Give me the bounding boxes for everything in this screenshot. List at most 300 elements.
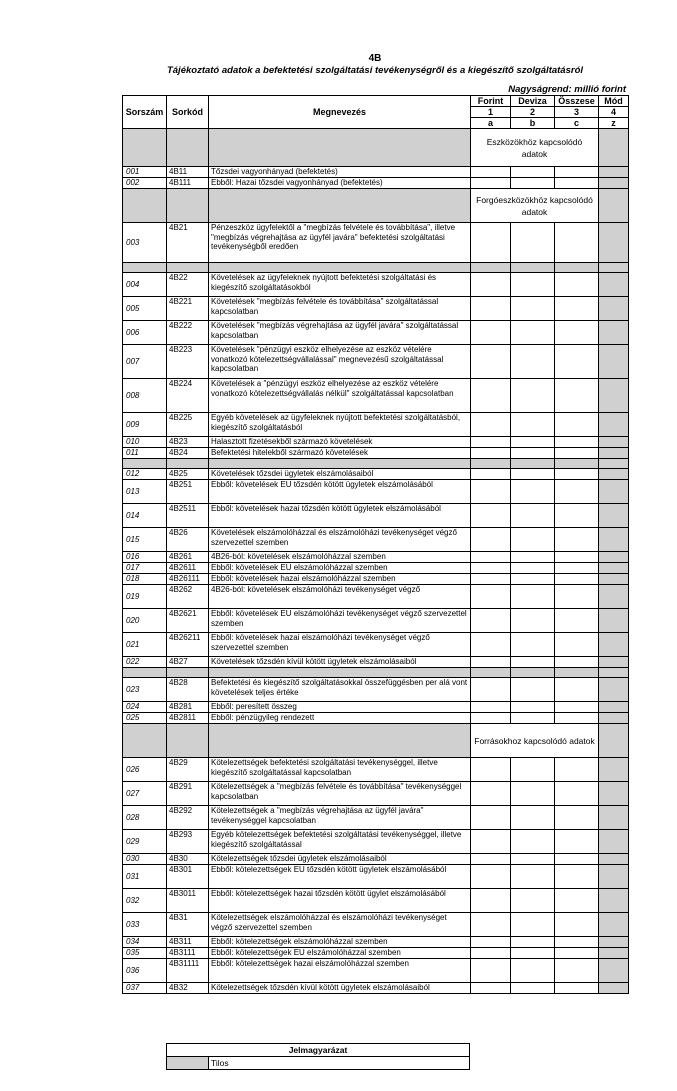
- row-number: 030: [123, 854, 167, 865]
- row-code: 4B222: [167, 321, 209, 345]
- row-code: 4B311: [167, 937, 209, 948]
- value-cell-forint[interactable]: [471, 563, 511, 574]
- row-description: Ebből: kötelezettségek hazai elszámolóházzal szemben: [209, 959, 471, 983]
- row-code: 4B291: [167, 782, 209, 806]
- value-cell-forint[interactable]: [471, 552, 511, 563]
- section-gray-cell: [123, 724, 167, 758]
- value-cell-osszesen[interactable]: [555, 297, 599, 321]
- row-description: Követelések tőzsdén kívül kötött ügyletek elszámolásaiból: [209, 657, 471, 668]
- unit-label: Nagyságrend: millió forint: [508, 84, 626, 95]
- row-code: 4B251: [167, 480, 209, 504]
- value-cell-mod: [599, 713, 629, 724]
- value-cell-deviza[interactable]: [511, 913, 555, 937]
- row-description: Kötelezettségek tőzsdei ügyletek elszámolásaiból: [209, 854, 471, 865]
- row-description: 4B26-ból: követelések elszámolóházzal szemben: [209, 552, 471, 563]
- value-cell-forint[interactable]: [471, 702, 511, 713]
- legend-title: Jelmagyarázat: [167, 1044, 470, 1057]
- value-cell-osszesen[interactable]: [555, 758, 599, 782]
- separator-cell: [471, 459, 511, 469]
- row-number: 029: [123, 830, 167, 854]
- row-description: Követelések a "pénzügyi eszköz elhelyezése az eszköz vételére vonatkozó kötelezettségvállalás nélkül" szolgáltatással kapcsolatban: [209, 379, 471, 413]
- row-description: Egyéb kötelezettségek befektetési szolgáltatási tevékenységgel, illetve kiegészítő szolgáltatással: [209, 830, 471, 854]
- value-cell-deviza[interactable]: [511, 437, 555, 448]
- row-code: 4B261: [167, 552, 209, 563]
- value-cell-mod: [599, 297, 629, 321]
- separator-row: [123, 263, 629, 273]
- value-cell-mod: [599, 702, 629, 713]
- table-row: [123, 983, 629, 994]
- value-cell-mod: [599, 758, 629, 782]
- value-cell-mod: [599, 806, 629, 830]
- section-gray-cell: [209, 189, 471, 223]
- section-gray-cell: [123, 129, 167, 167]
- row-description: Ebből: követelések EU elszámolóházi tevékenységet végző szervezettel szemben: [209, 609, 471, 633]
- section-gray-cell: [123, 189, 167, 223]
- row-code: 4B11: [167, 167, 209, 178]
- table-row: [123, 504, 629, 528]
- value-cell-osszesen[interactable]: [555, 273, 599, 297]
- value-cell-osszesen[interactable]: [555, 889, 599, 913]
- row-number: 028: [123, 806, 167, 830]
- legend-tilos-label: Tilos: [209, 1057, 470, 1070]
- row-description: Befektetési és kiegészítő szolgáltatásokkal összefüggésben per alá vont követelések teljes értéke: [209, 678, 471, 702]
- row-number: 010: [123, 437, 167, 448]
- row-number: 037: [123, 983, 167, 994]
- value-cell-osszesen[interactable]: [555, 178, 599, 189]
- row-code: 4B2621: [167, 609, 209, 633]
- value-cell-mod: [599, 413, 629, 437]
- value-cell-deviza[interactable]: [511, 167, 555, 178]
- col-num-2: 2: [511, 107, 555, 118]
- value-cell-mod: [599, 379, 629, 413]
- row-number: 011: [123, 448, 167, 459]
- value-cell-deviza[interactable]: [511, 937, 555, 948]
- section-header-row: [123, 724, 629, 758]
- table-row: [123, 889, 629, 913]
- separator-cell: [511, 459, 555, 469]
- table-row: [123, 167, 629, 178]
- section-title: Forgóeszközökhöz kapcsolódó adatok: [471, 189, 599, 223]
- table-row: [123, 609, 629, 633]
- value-cell-deviza[interactable]: [511, 574, 555, 585]
- value-cell-forint[interactable]: [471, 678, 511, 702]
- separator-cell: [555, 263, 599, 273]
- separator-cell: [599, 459, 629, 469]
- row-code: 4B29: [167, 758, 209, 782]
- table-row: [123, 480, 629, 504]
- row-description: Ebből: kötelezettségek hazai tőzsdén kötött ügylet elszámolásából: [209, 889, 471, 913]
- value-cell-forint[interactable]: [471, 321, 511, 345]
- row-number: 031: [123, 865, 167, 889]
- value-cell-mod: [599, 948, 629, 959]
- table-row: [123, 937, 629, 948]
- value-cell-osszesen[interactable]: [555, 321, 599, 345]
- row-description: Tőzsdei vagyonhányad (befektetés): [209, 167, 471, 178]
- row-number: 007: [123, 345, 167, 379]
- value-cell-osszesen[interactable]: [555, 959, 599, 983]
- value-cell-deviza[interactable]: [511, 713, 555, 724]
- row-description: Halasztott fizetésekből származó követelések: [209, 437, 471, 448]
- value-cell-mod: [599, 469, 629, 480]
- value-cell-osszesen[interactable]: [555, 657, 599, 668]
- value-cell-forint[interactable]: [471, 948, 511, 959]
- row-number: 004: [123, 273, 167, 297]
- value-cell-deviza[interactable]: [511, 854, 555, 865]
- separator-row: [123, 668, 629, 678]
- value-cell-osszesen[interactable]: [555, 167, 599, 178]
- row-code: 4B27: [167, 657, 209, 668]
- value-cell-osszesen[interactable]: [555, 806, 599, 830]
- row-description: Kötelezettségek elszámolóházzal és elszámolóházi tevékenységet végző szervezettel szemben: [209, 913, 471, 937]
- value-cell-osszesen[interactable]: [555, 413, 599, 437]
- row-number: 006: [123, 321, 167, 345]
- row-code: 4B293: [167, 830, 209, 854]
- row-code: 4B292: [167, 806, 209, 830]
- value-cell-forint[interactable]: [471, 657, 511, 668]
- section-gray-cell: [599, 129, 629, 167]
- row-code: 4B28: [167, 678, 209, 702]
- value-cell-forint[interactable]: [471, 437, 511, 448]
- value-cell-forint[interactable]: [471, 448, 511, 459]
- value-cell-mod: [599, 937, 629, 948]
- table-row: [123, 865, 629, 889]
- value-cell-forint[interactable]: [471, 297, 511, 321]
- table-row: [123, 528, 629, 552]
- row-code: 4B2611: [167, 563, 209, 574]
- value-cell-osszesen[interactable]: [555, 948, 599, 959]
- table-row: [123, 552, 629, 563]
- value-cell-osszesen[interactable]: [555, 782, 599, 806]
- value-cell-mod: [599, 657, 629, 668]
- separator-cell: [167, 263, 209, 273]
- row-code: 4B31111: [167, 959, 209, 983]
- row-number: 001: [123, 167, 167, 178]
- value-cell-osszesen[interactable]: [555, 563, 599, 574]
- value-cell-mod: [599, 983, 629, 994]
- value-cell-osszesen[interactable]: [555, 609, 599, 633]
- value-cell-forint[interactable]: [471, 782, 511, 806]
- section-gray-cell: [599, 724, 629, 758]
- table-row: [123, 345, 629, 379]
- row-description: Ebből: peresített összeg: [209, 702, 471, 713]
- value-cell-mod: [599, 609, 629, 633]
- value-cell-mod: [599, 345, 629, 379]
- value-cell-osszesen[interactable]: [555, 854, 599, 865]
- value-cell-forint[interactable]: [471, 983, 511, 994]
- separator-cell: [471, 668, 511, 678]
- row-code: 4B3111: [167, 948, 209, 959]
- value-cell-osszesen[interactable]: [555, 678, 599, 702]
- value-cell-osszesen[interactable]: [555, 223, 599, 263]
- row-code: 4B2511: [167, 504, 209, 528]
- row-number: 018: [123, 574, 167, 585]
- value-cell-deviza[interactable]: [511, 702, 555, 713]
- row-number: 005: [123, 297, 167, 321]
- form-title: Tájékoztató adatok a befektetési szolgáltatási tevékenységről és a kiegészítő szolgáltatásról: [166, 65, 584, 76]
- row-code: 4B24: [167, 448, 209, 459]
- col-letter-z: z: [599, 118, 629, 129]
- value-cell-deviza[interactable]: [511, 321, 555, 345]
- value-cell-osszesen[interactable]: [555, 574, 599, 585]
- value-cell-osszesen[interactable]: [555, 504, 599, 528]
- value-cell-forint[interactable]: [471, 865, 511, 889]
- value-cell-osszesen[interactable]: [555, 713, 599, 724]
- row-number: 016: [123, 552, 167, 563]
- value-cell-forint[interactable]: [471, 413, 511, 437]
- row-description: Ebből: követelések hazai elszámolóházi tevékenységet végző szervezettel szemben: [209, 633, 471, 657]
- value-cell-osszesen[interactable]: [555, 448, 599, 459]
- value-cell-osszesen[interactable]: [555, 480, 599, 504]
- row-code: 4B223: [167, 345, 209, 379]
- table-row: [123, 782, 629, 806]
- row-description: Kötelezettségek tőzsdén kívül kötött ügyletek elszámolásaiból: [209, 983, 471, 994]
- value-cell-deviza[interactable]: [511, 983, 555, 994]
- value-cell-mod: [599, 552, 629, 563]
- value-cell-osszesen[interactable]: [555, 913, 599, 937]
- row-description: Követelések az ügyfeleknek nyújtott befektetési szolgáltatási és kiegészítő szolgáltatásokból: [209, 273, 471, 297]
- table-row: [123, 913, 629, 937]
- value-cell-forint[interactable]: [471, 528, 511, 552]
- value-cell-deviza[interactable]: [511, 585, 555, 609]
- row-description: Ebből: Hazai tőzsdei vagyonhányad (befektetés): [209, 178, 471, 189]
- value-cell-deviza[interactable]: [511, 609, 555, 633]
- row-description: Követelések tőzsdei ügyletek elszámolásaiból: [209, 469, 471, 480]
- value-cell-deviza[interactable]: [511, 657, 555, 668]
- value-cell-forint[interactable]: [471, 758, 511, 782]
- value-cell-forint[interactable]: [471, 504, 511, 528]
- value-cell-osszesen[interactable]: [555, 702, 599, 713]
- row-code: 4B23: [167, 437, 209, 448]
- value-cell-mod: [599, 437, 629, 448]
- value-cell-deviza[interactable]: [511, 563, 555, 574]
- row-number: 034: [123, 937, 167, 948]
- separator-cell: [511, 668, 555, 678]
- row-number: 025: [123, 713, 167, 724]
- value-cell-deviza[interactable]: [511, 345, 555, 379]
- table-row: [123, 713, 629, 724]
- separator-cell: [555, 459, 599, 469]
- value-cell-osszesen[interactable]: [555, 937, 599, 948]
- value-cell-forint[interactable]: [471, 379, 511, 413]
- row-code: 4B2811: [167, 713, 209, 724]
- section-gray-cell: [167, 129, 209, 167]
- col-mod: Mód: [599, 96, 629, 107]
- value-cell-deviza[interactable]: [511, 678, 555, 702]
- value-cell-deviza[interactable]: [511, 297, 555, 321]
- table-row: [123, 830, 629, 854]
- value-cell-forint[interactable]: [471, 959, 511, 983]
- row-code: 4B26211: [167, 633, 209, 657]
- row-description: Követelések "pénzügyi eszköz elhelyezése az eszköz vételére vonatkozó kötelezettségvállalással" megnevezésű szolgáltatással kapcsolatban: [209, 345, 471, 379]
- row-number: 008: [123, 379, 167, 413]
- separator-cell: [209, 459, 471, 469]
- value-cell-osszesen[interactable]: [555, 585, 599, 609]
- row-number: 022: [123, 657, 167, 668]
- value-cell-deviza[interactable]: [511, 959, 555, 983]
- value-cell-deviza[interactable]: [511, 552, 555, 563]
- value-cell-mod: [599, 563, 629, 574]
- separator-cell: [555, 668, 599, 678]
- value-cell-forint[interactable]: [471, 585, 511, 609]
- separator-cell: [123, 263, 167, 273]
- table-row: [123, 297, 629, 321]
- value-cell-forint[interactable]: [471, 480, 511, 504]
- value-cell-forint[interactable]: [471, 223, 511, 263]
- value-cell-forint[interactable]: [471, 345, 511, 379]
- form-code: 4B: [368, 53, 382, 64]
- row-code: 4B32: [167, 983, 209, 994]
- row-number: 002: [123, 178, 167, 189]
- value-cell-mod: [599, 167, 629, 178]
- table-row: [123, 273, 629, 297]
- col-sorkod: Sorkód: [167, 96, 209, 129]
- value-cell-osszesen[interactable]: [555, 469, 599, 480]
- value-cell-osszesen[interactable]: [555, 437, 599, 448]
- value-cell-forint[interactable]: [471, 806, 511, 830]
- row-code: 4B3011: [167, 889, 209, 913]
- value-cell-mod: [599, 633, 629, 657]
- value-cell-osszesen[interactable]: [555, 528, 599, 552]
- value-cell-forint[interactable]: [471, 633, 511, 657]
- value-cell-mod: [599, 889, 629, 913]
- section-title: Eszközökhöz kapcsolódó adatok: [471, 129, 599, 167]
- value-cell-deviza[interactable]: [511, 758, 555, 782]
- row-number: 036: [123, 959, 167, 983]
- value-cell-deviza[interactable]: [511, 948, 555, 959]
- value-cell-forint[interactable]: [471, 469, 511, 480]
- row-code: 4B30: [167, 854, 209, 865]
- separator-cell: [599, 263, 629, 273]
- separator-row: [123, 459, 629, 469]
- table-row: [123, 563, 629, 574]
- section-gray-cell: [167, 724, 209, 758]
- col-num-3: 3: [555, 107, 599, 118]
- value-cell-forint[interactable]: [471, 178, 511, 189]
- row-description: Kötelezettségek a "megbízás felvétele és továbbítása" tevékenységgel kapcsolatban: [209, 782, 471, 806]
- table-row: [123, 678, 629, 702]
- row-number: 032: [123, 889, 167, 913]
- value-cell-deviza[interactable]: [511, 448, 555, 459]
- row-description: 4B26-ból: követelések elszámolóházi tevékenységet végző: [209, 585, 471, 609]
- value-cell-deviza[interactable]: [511, 806, 555, 830]
- table-row: [123, 437, 629, 448]
- value-cell-mod: [599, 865, 629, 889]
- section-gray-cell: [209, 129, 471, 167]
- table-row: [123, 585, 629, 609]
- value-cell-deviza[interactable]: [511, 480, 555, 504]
- value-cell-forint[interactable]: [471, 574, 511, 585]
- value-cell-osszesen[interactable]: [555, 345, 599, 379]
- value-cell-deviza[interactable]: [511, 223, 555, 263]
- value-cell-deviza[interactable]: [511, 273, 555, 297]
- value-cell-osszesen[interactable]: [555, 552, 599, 563]
- value-cell-deviza[interactable]: [511, 504, 555, 528]
- legend-swatch-gray: [167, 1057, 209, 1070]
- value-cell-forint[interactable]: [471, 609, 511, 633]
- section-gray-cell: [167, 189, 209, 223]
- table-row: [123, 413, 629, 437]
- value-cell-mod: [599, 528, 629, 552]
- separator-cell: [209, 263, 471, 273]
- value-cell-deviza[interactable]: [511, 469, 555, 480]
- value-cell-deviza[interactable]: [511, 178, 555, 189]
- row-number: 017: [123, 563, 167, 574]
- col-letter-b: b: [511, 118, 555, 129]
- row-description: Kötelezettségek befektetési szolgáltatási tevékenységgel, illetve kiegészítő szolgáltatással kapcsolatban: [209, 758, 471, 782]
- row-code: 4B21: [167, 223, 209, 263]
- value-cell-osszesen[interactable]: [555, 379, 599, 413]
- value-cell-deviza[interactable]: [511, 865, 555, 889]
- value-cell-deviza[interactable]: [511, 413, 555, 437]
- value-cell-deviza[interactable]: [511, 889, 555, 913]
- row-description: Ebből: követelések EU elszámolóházzal szemben: [209, 563, 471, 574]
- separator-cell: [123, 459, 167, 469]
- row-number: 021: [123, 633, 167, 657]
- value-cell-deviza[interactable]: [511, 528, 555, 552]
- value-cell-mod: [599, 574, 629, 585]
- value-cell-mod: [599, 585, 629, 609]
- col-megnevezes: Megnevezés: [209, 96, 471, 129]
- row-description: Ebből: követelések hazai elszámolóházzal szemben: [209, 574, 471, 585]
- value-cell-mod: [599, 782, 629, 806]
- value-cell-osszesen[interactable]: [555, 983, 599, 994]
- row-description: Követelések "megbízás felvétele és továbbítása" szolgáltatással kapcsolatban: [209, 297, 471, 321]
- col-num-1: 1: [471, 107, 511, 118]
- value-cell-mod: [599, 854, 629, 865]
- table-row: [123, 633, 629, 657]
- row-number: 014: [123, 504, 167, 528]
- row-number: 035: [123, 948, 167, 959]
- col-deviza: Deviza: [511, 96, 555, 107]
- row-description: Követelések "megbízás végrehajtása az ügyfél javára" szolgáltatással kapcsolatban: [209, 321, 471, 345]
- value-cell-forint[interactable]: [471, 854, 511, 865]
- table-row: [123, 959, 629, 983]
- value-cell-osszesen[interactable]: [555, 830, 599, 854]
- value-cell-forint[interactable]: [471, 273, 511, 297]
- separator-cell: [511, 263, 555, 273]
- table-row: [123, 321, 629, 345]
- value-cell-deviza[interactable]: [511, 633, 555, 657]
- row-number: 009: [123, 413, 167, 437]
- table-row: [123, 657, 629, 668]
- value-cell-forint[interactable]: [471, 713, 511, 724]
- value-cell-forint[interactable]: [471, 913, 511, 937]
- value-cell-deviza[interactable]: [511, 782, 555, 806]
- row-number: 012: [123, 469, 167, 480]
- table-row: [123, 469, 629, 480]
- separator-cell: [167, 459, 209, 469]
- table-row: [123, 702, 629, 713]
- value-cell-deviza[interactable]: [511, 830, 555, 854]
- row-number: 033: [123, 913, 167, 937]
- row-code: 4B26: [167, 528, 209, 552]
- row-code: 4B224: [167, 379, 209, 413]
- value-cell-forint[interactable]: [471, 889, 511, 913]
- col-sorszam: Sorszám: [123, 96, 167, 129]
- value-cell-osszesen[interactable]: [555, 865, 599, 889]
- table-row: [123, 948, 629, 959]
- value-cell-forint[interactable]: [471, 937, 511, 948]
- value-cell-osszesen[interactable]: [555, 633, 599, 657]
- table-row: [123, 223, 629, 263]
- value-cell-mod: [599, 321, 629, 345]
- value-cell-forint[interactable]: [471, 167, 511, 178]
- value-cell-deviza[interactable]: [511, 379, 555, 413]
- value-cell-forint[interactable]: [471, 830, 511, 854]
- value-cell-mod: [599, 448, 629, 459]
- row-number: 027: [123, 782, 167, 806]
- row-number: 015: [123, 528, 167, 552]
